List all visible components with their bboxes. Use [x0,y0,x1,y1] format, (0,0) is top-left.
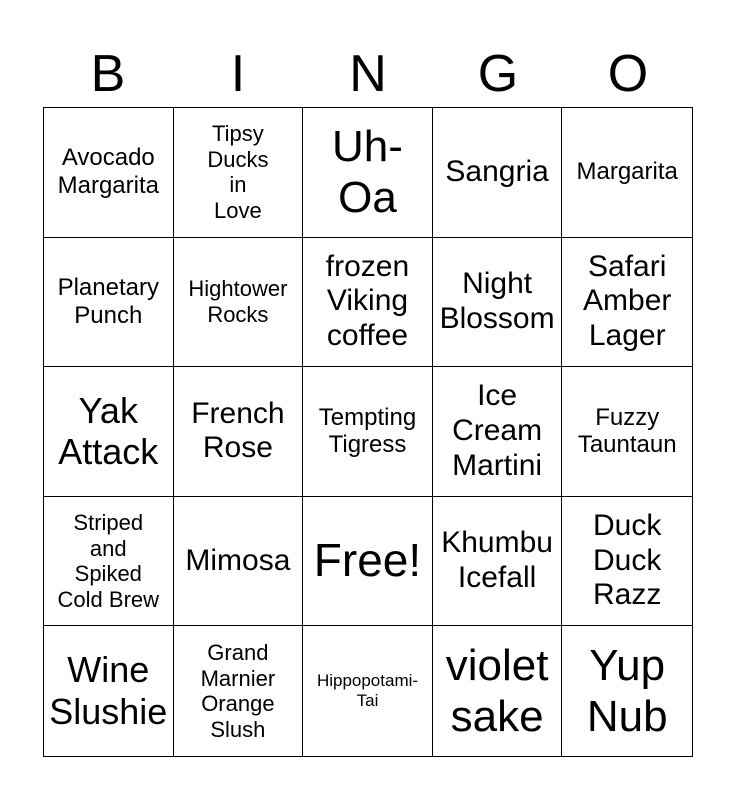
cell-label: Mimosa [185,543,291,577]
bingo-cell-r1c3[interactable] [303,108,433,238]
bingo-cell-r4c1[interactable] [44,497,174,627]
cell-label: Avocado Margarita [57,144,159,200]
header-letter-o: O [607,45,649,103]
cell-label: Khumbu Icefall [441,526,553,595]
bingo-cell-r3c1[interactable] [44,367,174,497]
bingo-cell-r4c5[interactable] [562,497,692,627]
cell-label: frozen Viking coffee [325,249,410,353]
bingo-cell-free[interactable] [303,497,433,627]
cell-label: Margarita [576,158,678,186]
header-letter-b: B [90,45,126,103]
cell-label: violet sake [445,641,549,742]
bingo-cell-r3c3[interactable] [303,367,433,497]
bingo-cell-r2c4[interactable] [433,238,563,368]
bingo-cell-r1c5[interactable] [562,108,692,238]
cell-label: French Rose [191,396,285,465]
cell-label: Hippopotami- Tai [316,671,419,711]
cell-label: Safari Amber Lager [583,249,672,353]
bingo-cell-r5c1[interactable] [44,626,174,756]
bingo-cell-r1c4[interactable] [433,108,563,238]
bingo-cell-r3c4[interactable] [433,367,563,497]
bingo-cell-r1c2[interactable] [174,108,304,238]
bingo-cell-r2c1[interactable] [44,238,174,368]
bingo-cell-r4c2[interactable] [174,497,304,627]
header-letter-g: G [477,45,519,103]
bingo-cell-r2c2[interactable] [174,238,304,368]
bingo-cell-r5c5[interactable] [562,626,692,756]
bingo-cell-r2c5[interactable] [562,238,692,368]
cell-label: Yak Attack [58,389,159,473]
header-letter-n: N [349,45,387,103]
cell-label: Ice Cream Martini [452,379,543,482]
cell-label: Hightower Rocks [188,276,288,327]
cell-label: Striped and Spiked Cold Brew [57,510,160,612]
free-space-label: Free! [313,534,422,587]
cell-label: Sangria [445,154,549,188]
bingo-cell-r3c5[interactable] [562,367,692,497]
bingo-cell-r4c4[interactable] [433,497,563,627]
cell-label: Night Blossom [439,267,555,335]
cell-label: Uh- Oa [332,122,403,223]
bingo-cell-r1c1[interactable] [44,108,174,238]
cell-label: Tipsy Ducks in Love [207,121,269,223]
bingo-header [43,40,693,108]
cell-label: Planetary Punch [57,274,159,329]
cell-label: Duck Duck Razz [593,508,662,612]
bingo-cell-r2c3[interactable] [303,238,433,368]
cell-label: Wine Slushie [49,649,168,733]
header-letter-i: I [230,45,246,103]
bingo-cell-r5c4[interactable] [433,626,563,756]
bingo-cell-r5c3[interactable] [303,626,433,756]
bingo-cell-r3c2[interactable] [174,367,304,497]
bingo-cell-r5c2[interactable] [174,626,304,756]
cell-label: Grand Marnier Orange Slush [200,640,276,742]
bingo-card-grid [43,107,693,757]
cell-label: Tempting Tigress [318,403,417,459]
cell-label: Fuzzy Tauntaun [577,403,677,459]
cell-label: Yup Nub [586,641,668,742]
